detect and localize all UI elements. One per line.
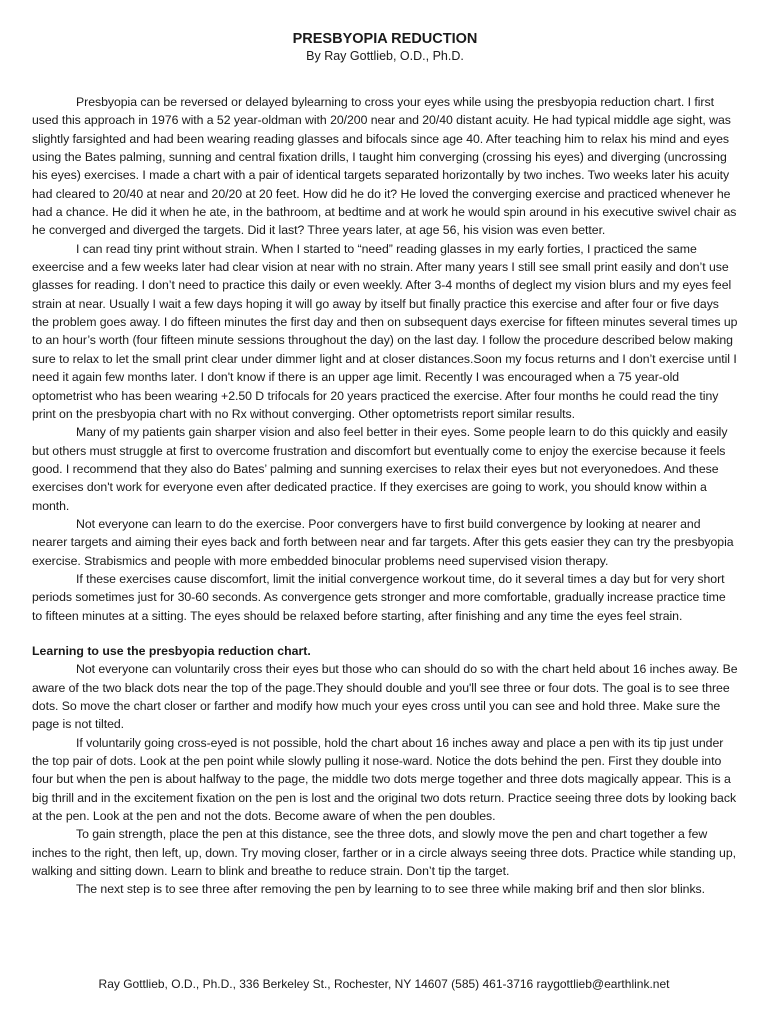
paragraph: Not everyone can learn to do the exercise. Poor convergers have to first build convergence by looking at nearer and nearer targets and aiming their eyes back and forth between near and far targets. After this gets easier they can try the presbyopia exercise. Strabismics and people with more embedded binocular problems need supervised vision therapy. xyxy=(32,516,734,568)
contact-footer: Ray Gottlieb, O.D., Ph.D., 336 Berkeley St., Rochester, NY 14607 (585) 461-3716 raygottlieb@earthlink.net xyxy=(98,977,670,991)
paragraph: Presbyopia can be reversed or delayed bylearning to cross your eyes while using the presbyopia reduction chart. I first used this approach in 1976 with a 52 year-oldman with 20/200 near and 20/40 distant acuity. He had typical middle age sight, was slightly farsighted and had been wearing reading glasses and bifocals since age 40. After teaching him to relax his mind and eyes using the Bates palming, sunning and central fixation drills, I taught him converging (crossing his eyes) and diverging (uncrossing his eyes) exercises. I made a chart with a pair of identical targets separated horizontally by two inches. Two weeks later his acuity had cleared to 20/40 at near and 20/20 at 20 feet. How did he do it? He loved the converging exercise and practiced whenever he had a chance. He did it when he ate, in the bathroom, at bedtime and at work he would spin around in his executive swivel chair as he converged and diverged the targets. Did it last? Three years later, at age 56, his vision was even better. xyxy=(32,95,737,238)
document-byline: By Ray Gottlieb, O.D., Ph.D. xyxy=(306,49,464,63)
paragraph: Many of my patients gain sharper vision and also feel better in their eyes. Some people learn to do this quickly and easily but others must struggle at first to overcome frustration and discomfort but eventually come to enjoy the exercise because it feels good. I recommend that they also do Bates’ palming and sunning exercises to relax their eyes but not everyonedoes. And these exercises don't work for everyone even after dedicated practice. If they exercises are going to work, you should know within a month. xyxy=(32,425,728,513)
paragraph: If these exercises cause discomfort, limit the initial convergence workout time, do it several times a day but for very short periods sometimes just for 30-60 seconds. As convergence gets stronger and more comfortable, gradually increase practice time to fifteen minutes at a sitting. The eyes should be relaxed before starting, after finishing and any time the eyes feel strain. xyxy=(32,571,726,623)
section-paragraph: Not everyone can voluntarily cross their eyes but those who can should do so with the chart held about 16 inches away. Be aware of the two black dots near the top of the page.They should double and you'll see three or four dots. The goal is to see three dots. So move the chart closer or farther and modify how much your eyes cross until you can see and hold three. Make sure the page is not tilted. xyxy=(32,662,738,732)
section-paragraph: If voluntarily going cross-eyed is not possible, hold the chart about 16 inches away and place a pen with its tip just under the top pair of dots. Look at the pen point while slowly pulling it nose-ward. Notice the dots behind the pen. First they double into four but when the pen is about halfway to the page, the middle two dots merge together and three dots magically appear. This is a big thrill and in the excitement fixation on the pen is lost and the original two dots return. Practice seeing three dots by looking back at the pen. Look at the pen and not the dots. Become aware of when the pen doubles. xyxy=(32,735,737,824)
section-paragraph: To gain strength, place the pen at this distance, see the three dots, and slowly move the pen and chart together a few inches to the right, then left, up, down. Try moving closer, farther or in a circle always seeing three dots. Practice while standing up, walking and sitting down. Learn to blink and breathe to reduce strain. Don’t tip the target. xyxy=(32,827,736,879)
section-heading: Learning to use the presbyopia reduction chart. xyxy=(32,643,311,658)
section-paragraph: The next step is to see three after removing the pen by learning to to see three while making brif and then slor blinks. xyxy=(76,882,706,897)
paragraph: I can read tiny print without strain. When I started to “need” reading glasses in my early forties, I practiced the same exeercise and a few weeks later had clear vision at near with no strain. After many years I still see small print easily and don’t use glasses for reading. I don’t need to practice this daily or even weekly. After 3-4 months of deglect my vision blurs and my eyes feel strain at near. Usually I wait a few days hoping it will go away by itself but finally practice this exercise and after four or five days the problem goes away. I do fifteen minutes the first day and then on subsequent days exercise for fifteen minutes several times up to an hour’s worth (four fifteen minute sessions throughout the day) on the last day. I follow the procedure described below making sure to relax to let the small print clear under dimmer light and at closer distances.Soon my focus returns and I don’t exercise until I need it again few months later. I don't know if there is an upper age limit. Recently I was encouraged when a 75 year-old optometrist who has been wearing +2.50 D trifocals for 20 years practiced the exercise. After four months he could read the tiny print on the presbyopia chart with no Rx without converging. Other optometrists report similar results. xyxy=(32,241,738,421)
document-title: PRESBYOPIA REDUCTION xyxy=(292,31,478,47)
